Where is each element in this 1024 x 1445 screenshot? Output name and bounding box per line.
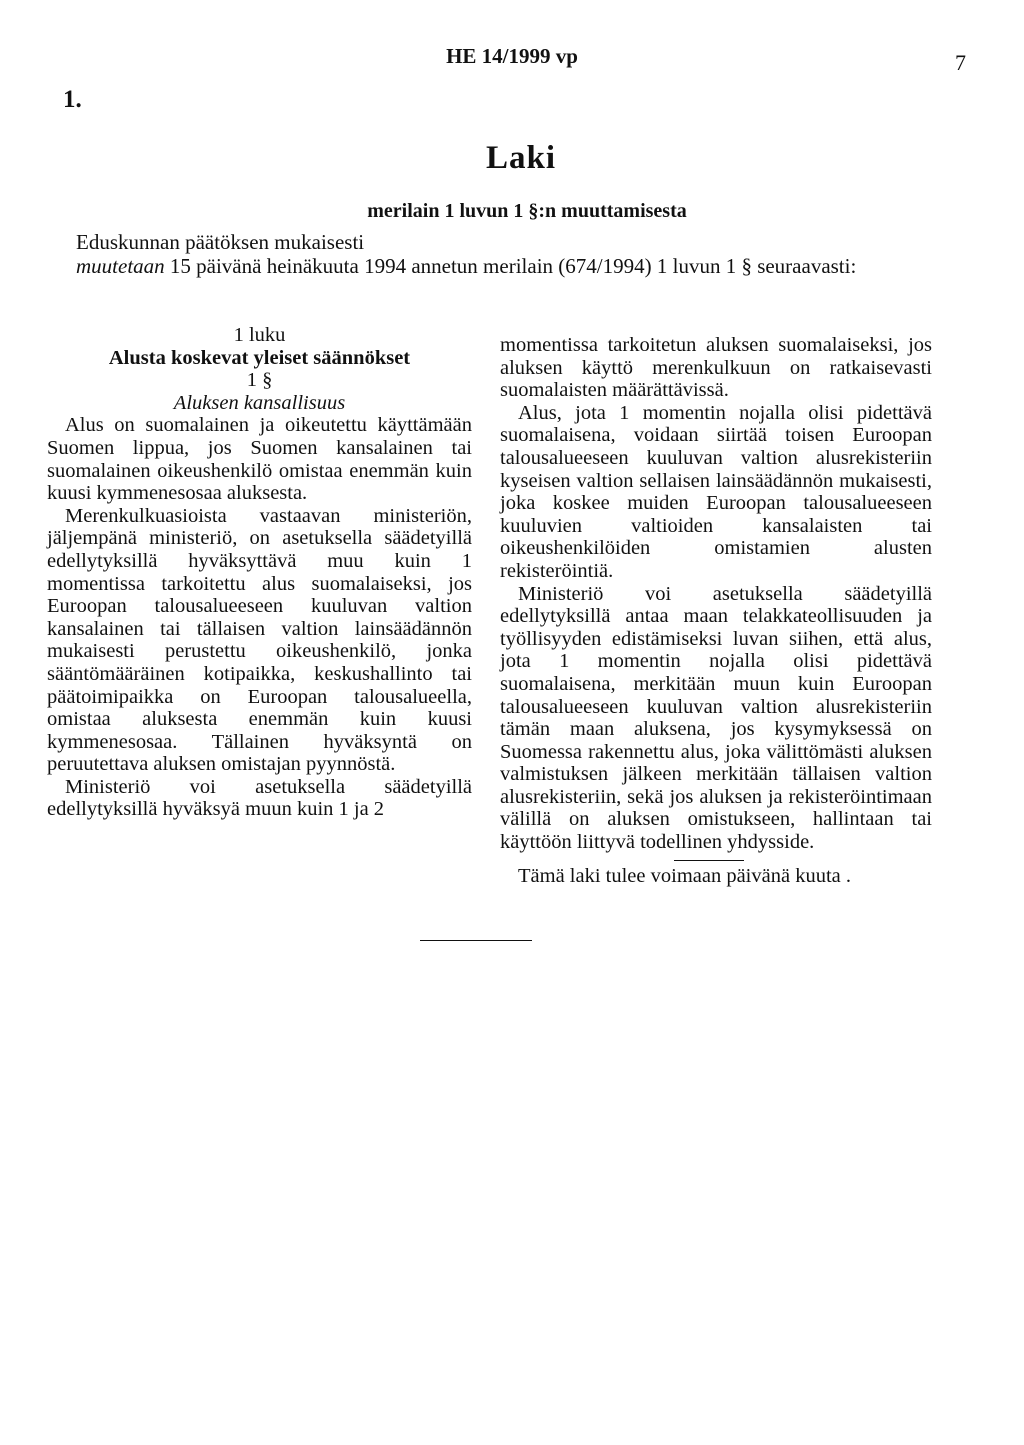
end-rule — [420, 940, 532, 941]
law-intro — [76, 230, 936, 278]
entry-into-force: Tämä laki tulee voimaan päivänä kuuta . — [518, 864, 851, 887]
paragraph: Merenkulkuasioista vastaavan ministeriön, jäljempänä ministeriö, on asetuksella säädetyillä edellytyksillä hyväksyttävä muu kuin 1 momentissa tarkoitettu alus suomalaiseksi, jos Euroopan talousalueeseen kuuluvan valtion kansalainen tai tällaisen valtion lainsäädännön mukaisesti perustettu oikeushenkilö, jonka sääntömääräinen kotipaikka, keskushallinto tai päätoimipaikka on Euroopan talousalueella, omistaa aluksesta enemmän kuin kuusi kymmenesosaa. Tällainen hyväksyntä on peruutettava aluksen omistajan pyynnöstä. — [47, 504, 472, 776]
paragraph: momentissa tarkoitetun aluksen suomalaiseksi, jos aluksen käyttö merenkulkuun on ratkaisevasti suomalaisten määrättävissä. — [500, 334, 932, 402]
paragraph: Ministeriö voi asetuksella säädetyillä edellytyksillä hyväksyä muun kuin 1 ja 2 — [47, 775, 472, 821]
page-number: 7 — [955, 50, 966, 75]
section-number: 1. — [63, 86, 82, 113]
intro-line: Eduskunnan päätöksen mukaisesti — [76, 230, 365, 254]
section-symbol: 1 § — [246, 369, 273, 392]
law-subtitle: merilain 1 luvun 1 §:n muuttamisesta — [367, 200, 687, 222]
document-id: HE 14/1999 vp — [446, 44, 578, 68]
intro-amendment-text: 15 päivänä heinäkuuta 1994 annetun merilain (674/1994) 1 luvun 1 § seuraavasti: — [164, 254, 857, 278]
paragraph: Alus, jota 1 momentin nojalla olisi pidettävä suomalaisena, voidaan siirtää toisen Euroopan talousalueeseen kuuluvan valtion alusrekisteriin kyseisen valtion sellaisen lainsäädännön mukaisesti, joka koskee muiden Euroopan talousalueeseen kuuluvien valtioiden kansalaisten tai oikeushenkilöiden omistamien alusten rekisteröintiä. — [500, 401, 932, 582]
paragraph: Alus on suomalainen ja oikeutettu käyttämään Suomen lippua, jos Suomen kansalainen tai suomalainen oikeushenkilö omistaa enemmän kuin kuusi kymmenesosaa aluksesta. — [47, 414, 472, 505]
intro-amendment — [76, 254, 936, 278]
left-column — [47, 324, 472, 821]
paragraph: Ministeriö voi asetuksella säädetyillä edellytyksillä antaa maan telakkateollisuuden ja työllisyyden edistämiseksi luvan siihen, että alus, jota 1 momentin nojalla olisi pidettävä suomalaisena, merkitään muun kuin Euroopan talousalueeseen kuuluvan valtion alusrekisteriin tämän maan aluksena, jos kysymyksessä on Suomessa rakennettu alus, joka välittömästi aluksen valmistuksen jälkeen merkitään tällaisen valtion alusrekisteriin, sekä jos aluksen ja rekisteröintimaan välillä on aluksen omistukseen, hallintaan tai käyttöön liittyvä todellinen yhdysside. — [500, 582, 932, 854]
intro-emphasis: muutetaan — [76, 254, 165, 278]
chapter-number: 1 luku — [233, 324, 286, 346]
law-title: Laki — [485, 140, 557, 176]
section-divider — [674, 860, 744, 861]
right-column — [500, 334, 932, 887]
chapter-title: Alusta koskevat yleiset säännökset — [108, 346, 411, 369]
section-title: Aluksen kansallisuus — [173, 391, 346, 414]
